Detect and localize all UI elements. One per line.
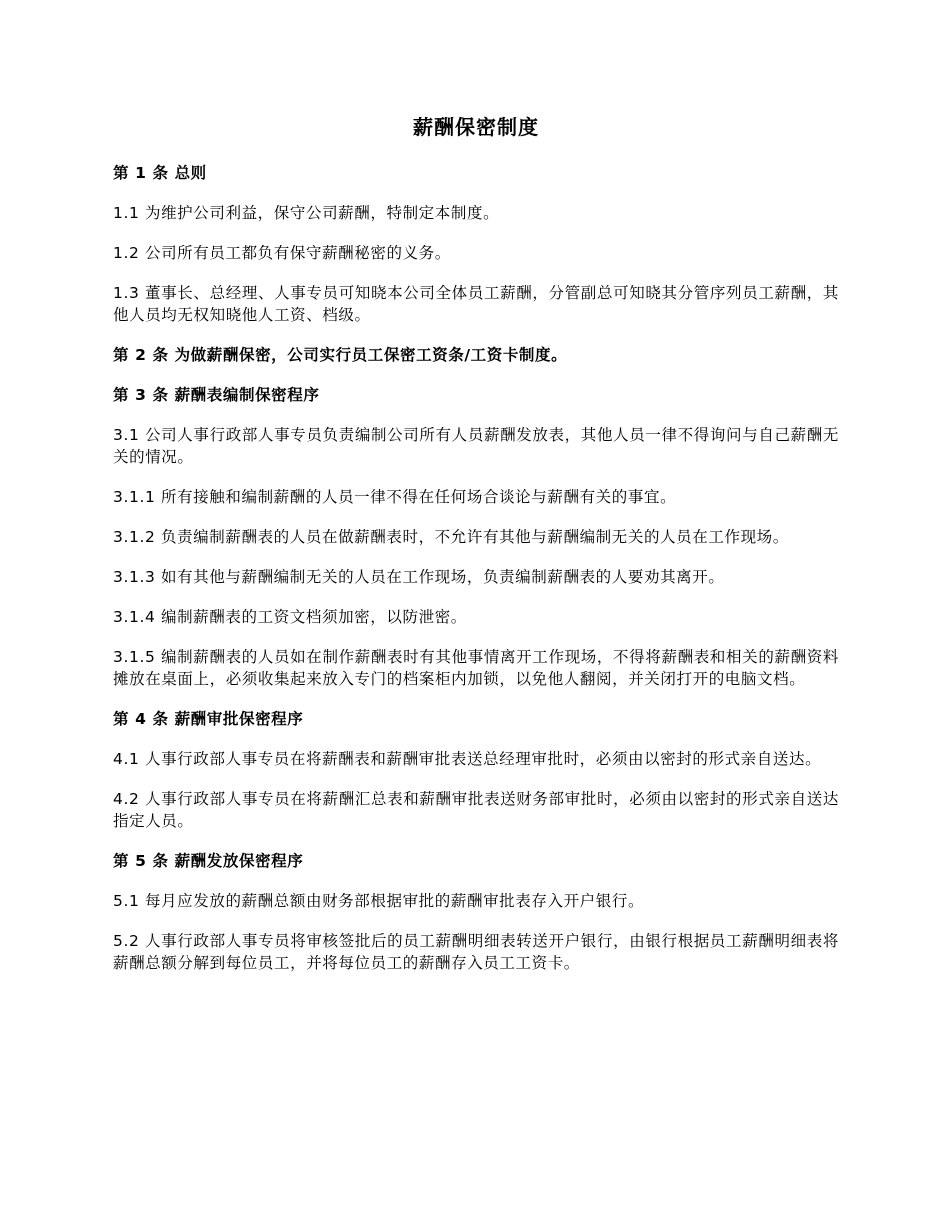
clause-paragraph: 3.1.5 编制薪酬表的人员如在制作薪酬表时有其他事情离开工作现场，不得将薪酬表和相关的薪酬资料摊放在桌面上，必须收集起来放入专门的档案柜内加锁，以免他人翻阅，并关闭打开的电脑文档。 (113, 648, 839, 688)
clause-paragraph: 3.1.4 编制薪酬表的工资文档须加密，以防泄密。 (113, 608, 467, 626)
clause-paragraph: 3.1.1 所有接触和编制薪酬的人员一律不得在任何场合谈论与薪酬有关的事宜。 (113, 488, 677, 506)
section-heading: 第 4 条 薪酬审批保密程序 (113, 710, 304, 728)
clause-paragraph: 5.2 人事行政部人事专员将审核签批后的员工薪酬明细表转送开户银行，由银行根据员工薪酬明细表将薪酬总额分解到每位员工，并将每位员工的薪酬存入员工工资卡。 (113, 932, 839, 972)
clause-paragraph: 1.2 公司所有员工都负有保守薪酬秘密的义务。 (113, 244, 451, 262)
clause-paragraph: 3.1.2 负责编制薪酬表的人员在做薪酬表时，不允许有其他与薪酬编制无关的人员在工作现场。 (113, 528, 789, 546)
document-body (113, 162, 839, 974)
section-heading: 第 5 条 薪酬发放保密程序 (113, 852, 304, 870)
document-page (113, 112, 839, 992)
section-heading: 第 2 条 为做薪酬保密，公司实行员工保密工资条/工资卡制度。 (113, 346, 568, 364)
clause-paragraph: 5.1 每月应发放的薪酬总额由财务部根据审批的薪酬审批表存入开户银行。 (113, 892, 645, 910)
clause-paragraph: 1.1 为维护公司利益，保守公司薪酬，特制定本制度。 (113, 204, 500, 222)
clause-paragraph: 1.3 董事长、总经理、人事专员可知晓本公司全体员工薪酬，分管副总可知晓其分管序列员工薪酬，其他人员均无权知晓他人工资、档级。 (113, 284, 839, 324)
clause-paragraph: 3.1.3 如有其他与薪酬编制无关的人员在工作现场，负责编制薪酬表的人要劝其离开。 (113, 568, 725, 586)
section-heading: 第 3 条 薪酬表编制保密程序 (113, 386, 320, 404)
document-title: 薪酬保密制度 (413, 115, 539, 139)
clause-paragraph: 3.1 公司人事行政部人事专员负责编制公司所有人员薪酬发放表，其他人员一律不得询问与自己薪酬无关的情况。 (113, 426, 839, 466)
clause-paragraph: 4.2 人事行政部人事专员在将薪酬汇总表和薪酬审批表送财务部审批时，必须由以密封的形式亲自送达指定人员。 (113, 790, 839, 830)
clause-paragraph: 4.1 人事行政部人事专员在将薪酬表和薪酬审批表送总经理审批时，必须由以密封的形式亲自送达。 (113, 750, 822, 768)
section-heading: 第 1 条 总则 (113, 164, 207, 182)
